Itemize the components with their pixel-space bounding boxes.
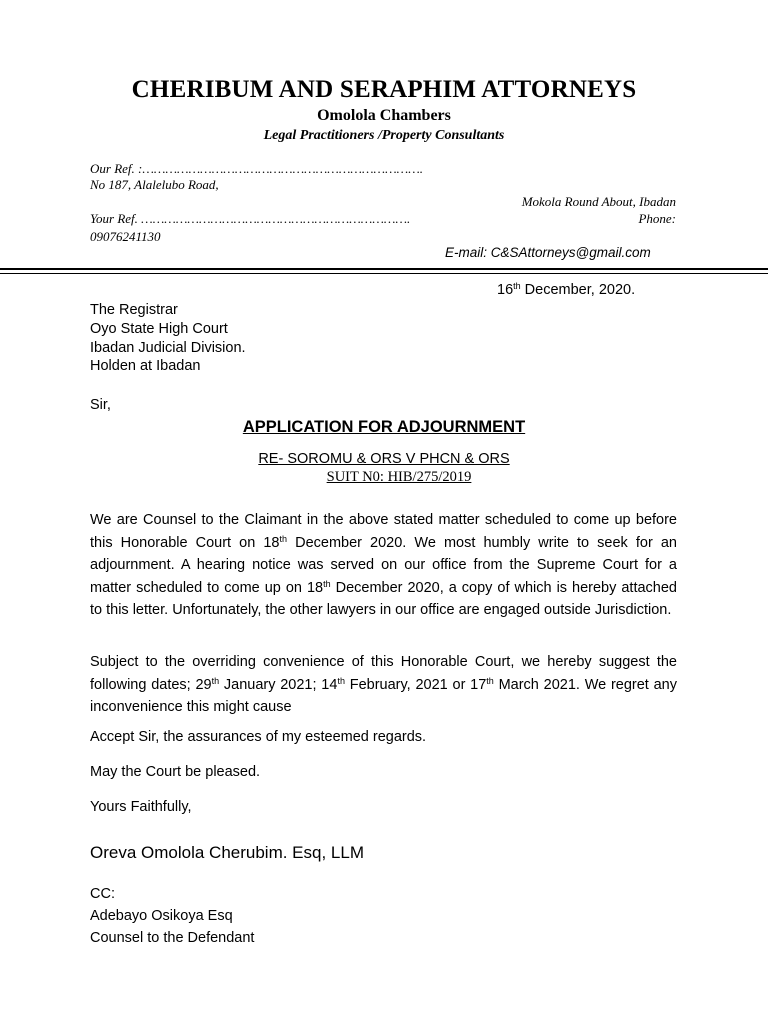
header-divider-thick [0, 268, 768, 270]
re-line: RE- SOROMU & ORS V PHCN & ORS [258, 451, 510, 467]
body-paragraph-1: We are Counsel to the Claimant in the above stated matter scheduled to come up before this Honorable Court on 18th December 2020. We most humbly write to seek for an adjournment. A hearing notice was served on our office from the Supreme Court for a matter scheduled to come up on 18th December 2020, a copy of which is hereby attached to this letter. Unfortunately, the other lawyers in our office are engaged outside Jurisdiction. [90, 512, 677, 618]
closing-sign-off: Yours Faithfully, [90, 799, 192, 815]
body-paragraph-2: Subject to the overriding convenience of this Honorable Court, we hereby suggest the following dates; 29th January 2021; 14th February, 2021 or 17th March 2021. We regret any inconvenience this might cause [90, 654, 677, 715]
cc-label: CC: [90, 886, 115, 902]
cc-recipient: Adebayo Osikoya Esq [90, 908, 233, 924]
cc-recipient-role: Counsel to the Defendant [90, 930, 255, 946]
letter-title: APPLICATION FOR ADJOURNMENT [242, 418, 526, 436]
salutation: Sir, [90, 397, 111, 413]
phone-label: Phone: [638, 211, 676, 226]
firm-name: CHERIBUM AND SERAPHIM ATTORNEYS [131, 76, 637, 103]
office-address: No 187, Alalelubo Road, [90, 177, 219, 192]
phone-number: 09076241130 [90, 229, 161, 244]
addressee-line: Holden at Ibadan [90, 358, 201, 374]
chambers-name: Omolola Chambers [317, 107, 451, 124]
header-divider-thin [0, 273, 768, 274]
email-address: E-mail: C&SAttorneys@gmail.com [445, 245, 651, 260]
practice-description: Legal Practitioners /Property Consultants [263, 128, 505, 143]
addressee-line: Oyo State High Court [90, 321, 228, 337]
signatory-name: Oreva Omolola Cherubim. Esq, LLM [90, 843, 364, 862]
office-location: Mokola Round About, Ibadan [521, 194, 676, 209]
closing-prayer: May the Court be pleased. [90, 764, 261, 780]
addressee-line: The Registrar [90, 302, 178, 318]
addressee-line: Ibadan Judicial Division. [90, 340, 246, 356]
your-ref: Your Ref. ……………………………………………………………. [90, 211, 411, 226]
suit-number: SUIT N0: HIB/275/2019 [326, 469, 472, 485]
letter-date: 16th December, 2020. [497, 281, 636, 298]
closing-regards: Accept Sir, the assurances of my esteemed regards. [90, 729, 427, 745]
our-ref: Our Ref. :………………………………………………………………. [90, 161, 424, 176]
